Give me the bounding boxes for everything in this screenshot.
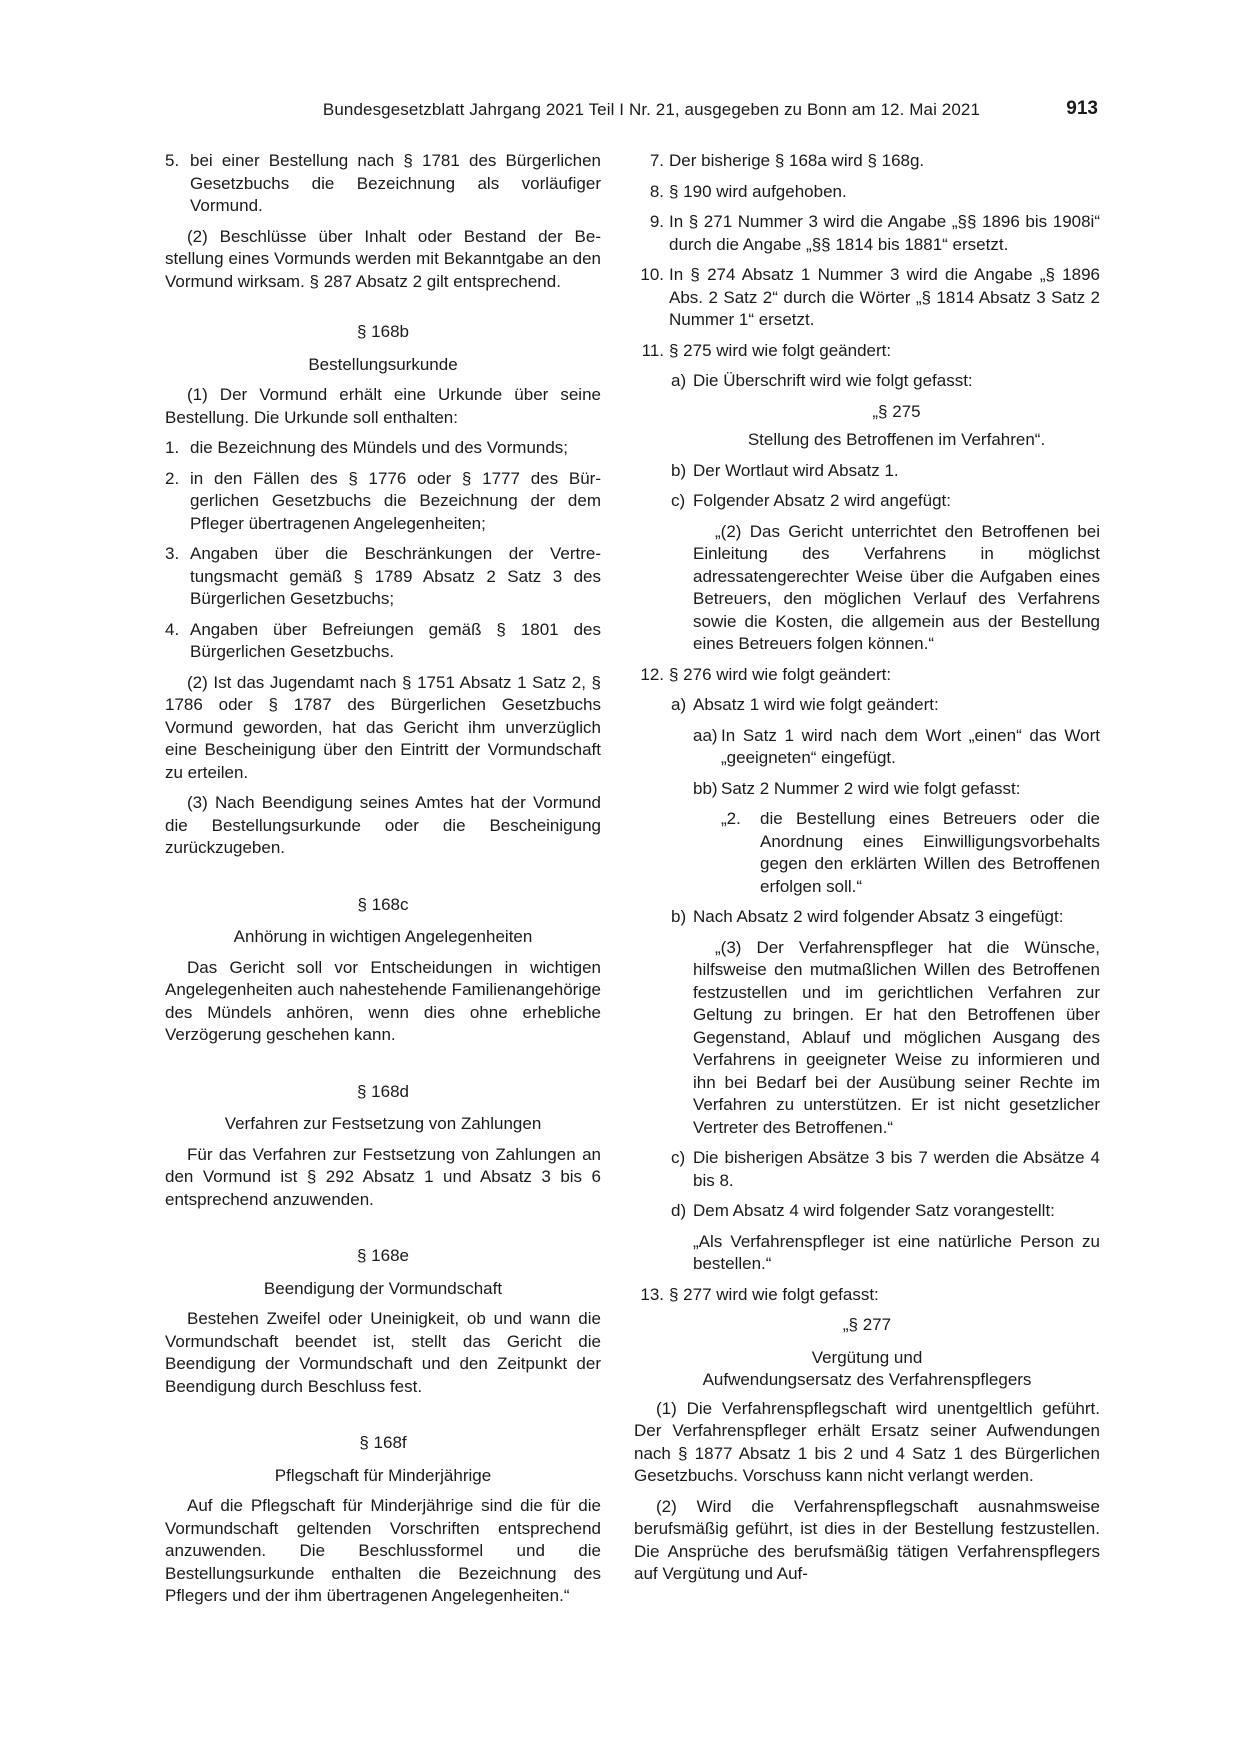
item-number: bb) <box>693 778 718 798</box>
item-number: 5. <box>165 151 180 170</box>
item-number: 8. <box>649 181 664 201</box>
item-text: Die bisherigen Absätze 3 bis 7 werden die Absätze 4 bis 8. <box>693 1148 1100 1190</box>
item-number: 3. <box>165 544 180 563</box>
section-heading: § 168d <box>357 1081 409 1101</box>
item-text: Angaben über Befreiungen gemäß § 1801 des Bürgerlichen Gesetzbuchs. <box>190 619 601 661</box>
quoted-paragraph: „Als Verfahrenspfleger ist eine natürliche Person zu bestellen.“ <box>693 1231 1100 1273</box>
list-item <box>165 619 601 664</box>
quoted-section-heading: „§ 275 <box>872 401 921 421</box>
list-item <box>634 664 1100 687</box>
list-item <box>165 543 601 611</box>
section-heading: § 168b <box>357 322 409 341</box>
section-title: Bestellungsurkunde <box>308 354 458 374</box>
item-text: § 276 wird wie folgt geändert: <box>669 664 892 684</box>
paragraph: Bestehen Zweifel oder Uneinigkeit, ob und wann die Vormundschaft beendet ist, stellt das Gericht die Beendigung der Vormundschaft und den Zeitpunkt der Beendigung durch Beschluss fest. <box>165 1309 601 1396</box>
item-text: In § 274 Absatz 1 Nummer 3 wird die Angabe „§ 1896 Abs. 2 Satz 2“ durch die Wörter „§ 1814 Absatz 3 Satz 2 Nummer 1“ ersetzt. <box>669 265 1100 329</box>
paragraph: (2) Wird die Verfahrenspflegschaft ausnahmsweise berufsmäßig geführt, ist dies in der Bestellung festzustellen. Die Ansprüche des berufsmäßig tätigen Verfahrenspflegers auf Vergütung und Auf- <box>634 1496 1100 1583</box>
section-title: Pflegschaft für Minderjährige <box>274 1465 492 1485</box>
sub-item <box>634 490 1100 513</box>
item-number: 4. <box>165 619 180 639</box>
list-item <box>634 264 1100 332</box>
item-text: die Bezeichnung des Mündels und des Vormunds; <box>190 438 569 457</box>
item-number: 1. <box>165 438 180 457</box>
paragraph: (1) Der Vormund erhält eine Urkunde über seine Bestellung. Die Urkunde soll enthalten: <box>165 385 601 427</box>
page-header <box>165 100 1100 124</box>
item-number: c) <box>671 1148 686 1167</box>
item-text: Absatz 1 wird wie folgt geändert: <box>693 695 939 714</box>
item-number: c) <box>671 491 686 510</box>
item-text: § 277 wird wie folgt gefasst: <box>669 1284 879 1304</box>
paragraph: Auf die Pflegschaft für Minderjährige sind die für die Vormundschaft geltenden Vorschriften entsprechend anzuwenden. Die Beschlussformel und die Bestellungsurkunde enthalten die Bezeichnung des Pflegers und der ihm übertragenen Angelegenheiten.“ <box>165 1496 601 1605</box>
sub-sub-item <box>634 725 1100 770</box>
item-text: Satz 2 Nummer 2 wird wie folgt gefasst: <box>721 778 1021 798</box>
quoted-section-title: Stellung des Betroffenen im Verfahren“. <box>747 430 1046 449</box>
list-item <box>165 468 601 536</box>
sub-sub-item <box>634 778 1100 801</box>
item-number: „2. <box>721 809 741 828</box>
item-number: 2. <box>165 468 180 488</box>
item-number: 7. <box>649 151 664 170</box>
item-number: 9. <box>649 212 664 231</box>
left-column <box>165 150 601 1616</box>
item-text: In Satz 1 wird nach dem Wort „einen“ das Wort „geeigneten“ eingefügt. <box>721 725 1100 767</box>
sub-item <box>634 694 1100 717</box>
item-number: 13. <box>640 1284 664 1304</box>
sub-item <box>634 460 1100 483</box>
item-text: bei einer Bestellung nach § 1781 des Bürgerlichen Gesetzbuchs die Bezeichnung als vorläufiger Vormund. <box>190 151 601 215</box>
quoted-section-title-line: Aufwendungsersatz des Verfahrenspflegers <box>702 1370 1032 1389</box>
list-item <box>165 150 601 218</box>
item-text: § 190 wird aufgehoben. <box>669 181 847 201</box>
quoted-paragraph: „(2) Das Gericht unterrichtet den Betroffenen bei Einleitung des Verfahrens in möglichst adressatengerechter Weise über die Aufgaben eines Betreuers, den möglichen Verlauf des Verfahrens sowie die Kosten, die allgemein aus der Bestellung eines Betreuers folgen können.“ <box>693 521 1100 653</box>
item-text: Folgender Absatz 2 wird angefügt: <box>693 491 951 510</box>
item-text: Der bisherige § 168a wird § 168g. <box>669 151 925 170</box>
item-number: aa) <box>693 725 718 745</box>
section-title: Anhörung in wichtigen Angelegenheiten <box>233 927 533 946</box>
sub-item <box>634 906 1100 929</box>
item-number: b) <box>671 460 687 480</box>
right-column <box>634 150 1100 1594</box>
section-title: Verfahren zur Festsetzung von Zahlungen <box>224 1114 542 1133</box>
section-heading: § 168f <box>359 1433 407 1452</box>
item-number: 11. <box>641 340 664 360</box>
page-number: 913 <box>1066 98 1098 119</box>
list-item <box>634 1284 1100 1307</box>
item-number: d) <box>671 1201 687 1220</box>
paragraph: (2) Beschlüsse über Inhalt oder Bestand der Bestellung eines Vormunds werden mit Bekanntgabe an den Vormund wirksam. § 287 Absatz 2 gilt entsprechend. <box>165 226 601 291</box>
paragraph: (2) Ist das Jugendamt nach § 1751 Absatz 1 Satz 2, § 1786 oder § 1787 des Bürgerlichen Gesetzbuchs Vormund geworden, hat das Gericht ihm unverzüglich eine Bescheinigung über den Eintritt der Vormundschaft zu erteilen. <box>165 672 601 782</box>
sub-item <box>634 1147 1100 1192</box>
item-text: § 275 wird wie folgt geändert: <box>669 340 892 360</box>
item-text: In § 271 Nummer 3 wird die Angabe „§§ 1896 bis 1908i“ durch die Angabe „§§ 1814 bis 1881“ ersetzt. <box>669 212 1100 254</box>
item-text: in den Fällen des § 1776 oder § 1777 des Bürgerlichen Gesetzbuchs die Bezeichnung der dem Pfleger übertragenen Angelegenheiten; <box>190 468 601 533</box>
section-heading: § 168e <box>357 1246 409 1265</box>
quoted-paragraph: „(3) Der Verfahrenspfleger hat die Wünsche, hilfsweise den mutmaßlichen Willen des Betroffenen festzustellen und im gerichtlichen Verfahren zur Geltung zu bringen. Er hat den Betroffenen über Gegenstand, Ablauf und möglichen Ausgang des Verfahrens in geeigneter Weise zu informieren und ihn bei Bedarf bei der Ausübung seiner Rechte im Verfahren zu unterstützen. Er ist nicht gesetzlicher Vertreter des Betroffenen.“ <box>693 937 1100 1137</box>
item-number: 10. <box>640 265 664 284</box>
list-item <box>634 181 1100 204</box>
item-number: 12. <box>640 664 664 684</box>
paragraph: Für das Verfahren zur Festsetzung von Zahlungen an den Vormund ist § 292 Absatz 1 und Absatz 3 bis 6 entsprechend anzuwenden. <box>165 1144 601 1209</box>
list-item <box>165 437 601 460</box>
item-text: Die Überschrift wird wie folgt gefasst: <box>693 371 973 390</box>
item-text: Angaben über die Beschränkungen der Vertretungsmacht gemäß § 1789 Absatz 2 Satz 3 des Bürgerlichen Gesetzbuchs; <box>190 544 601 608</box>
item-text: die Bestellung eines Betreuers oder die Anordnung eines Einwilligungsvorbehalts gegen den erklärten Willen des Betroffenen erfolgen soll.“ <box>760 809 1100 896</box>
list-item <box>634 211 1100 256</box>
item-number: a) <box>671 371 687 390</box>
sub-item <box>634 1200 1100 1223</box>
item-text: Dem Absatz 4 wird folgender Satz vorangestellt: <box>693 1201 1055 1220</box>
paragraph: Das Gericht soll vor Entscheidungen in wichtigen Angelegenheiten auch nahestehende Familienangehörige des Mündels anhören, wenn dies ohne erhebliche Verzögerung geschehen kann. <box>165 957 601 1044</box>
list-item <box>634 150 1100 173</box>
item-text: Nach Absatz 2 wird folgender Absatz 3 eingefügt: <box>693 907 1064 926</box>
item-number: a) <box>671 695 687 714</box>
paragraph: (1) Die Verfahrenspflegschaft wird unentgeltlich geführt. Der Verfahrenspfleger erhält Ersatz seiner Aufwendungen nach § 1877 Absatz 1 bis 2 und 4 Satz 1 des Bürgerlichen Gesetzbuchs. Vorschuss kann nicht verlangt werden. <box>634 1398 1100 1485</box>
quoted-section-title-line: Vergütung und <box>811 1347 923 1367</box>
item-text: Der Wortlaut wird Absatz 1. <box>693 460 899 480</box>
quoted-section-heading: „§ 277 <box>842 1315 892 1334</box>
section-heading: § 168c <box>357 894 409 914</box>
quoted-list-item <box>634 808 1100 898</box>
list-item <box>634 340 1100 363</box>
section-title: Beendigung der Vormundschaft <box>263 1278 503 1298</box>
header-title: Bundesgesetzblatt Jahrgang 2021 Teil I Nr. 21, ausgegeben zu Bonn am 12. Mai 2021 <box>322 100 980 119</box>
sub-item <box>634 370 1100 393</box>
paragraph: (3) Nach Beendigung seines Amtes hat der Vormund die Bestellungsurkunde oder die Bescheinigung zurückzugeben. <box>165 793 601 857</box>
item-number: b) <box>671 907 687 926</box>
